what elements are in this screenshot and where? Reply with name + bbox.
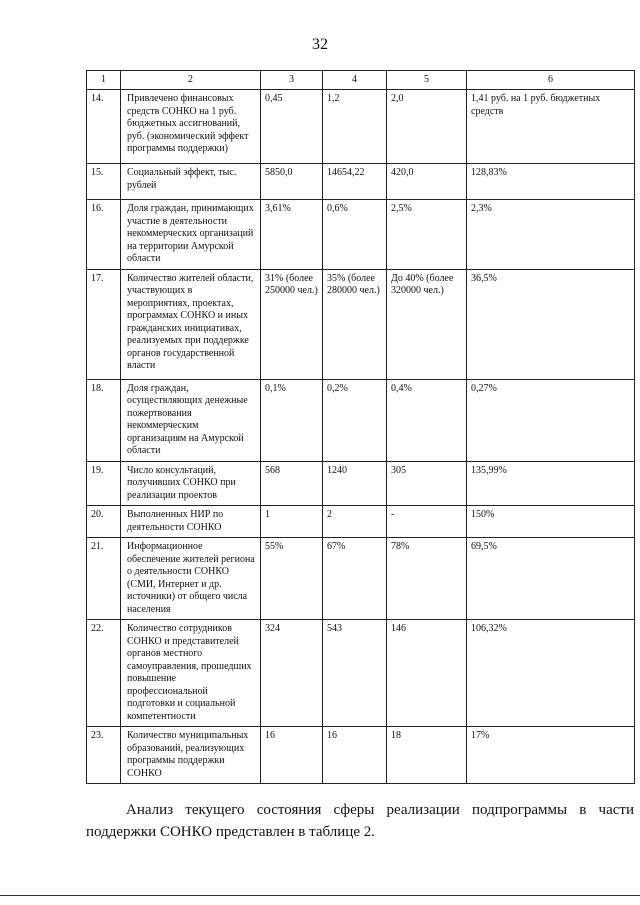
value-cell: 2,0: [387, 90, 467, 164]
analysis-paragraph: Анализ текущего состояния сферы реализации подпрограммы в части поддержки СОНКО представлен в таблице 2.: [86, 802, 634, 840]
value-cell: 0,1%: [261, 379, 323, 461]
value-cell: 18: [387, 727, 467, 784]
value-cell: 543: [323, 620, 387, 727]
header-cell: 3: [261, 71, 323, 90]
table-row: [87, 727, 635, 784]
row-number-cell: 16.: [87, 200, 121, 270]
table-row: [87, 461, 635, 506]
value-cell: 146: [387, 620, 467, 727]
page-bottom-rule: [0, 895, 640, 896]
indicators-table: [86, 70, 635, 784]
table-row: [87, 200, 635, 270]
indicator-name-cell: Информационное обеспечение жителей региона о деятельности СОНКО (СМИ, Интернет и др. источники) от общего числа населения: [121, 538, 261, 620]
table-row: [87, 164, 635, 200]
indicator-name-cell: Число консультаций, получивших СОНКО при реализации проектов: [121, 461, 261, 506]
row-number-cell: 14.: [87, 90, 121, 164]
indicator-name-cell: Количество сотрудников СОНКО и представителей органов местного самоуправления, прошедших повышение профессиональной подготовки и социальной компетентности: [121, 620, 261, 727]
value-cell: 0,6%: [323, 200, 387, 270]
value-cell: 420,0: [387, 164, 467, 200]
value-cell: 78%: [387, 538, 467, 620]
indicator-name-cell: Доля граждан, принимающих участие в деятельности некоммерческих организаций на территории Амурской области: [121, 200, 261, 270]
page-number: 32: [312, 36, 328, 53]
indicator-name-cell: Привлечено финансовых средств СОНКО на 1 руб. бюджетных ассигнований, руб. (экономический эффект программы поддержки): [121, 90, 261, 164]
value-cell: 135,99%: [467, 461, 635, 506]
value-cell: 2: [323, 506, 387, 538]
value-cell: 0,2%: [323, 379, 387, 461]
table-row: [87, 269, 635, 379]
value-cell: До 40% (более 320000 чел.): [387, 269, 467, 379]
value-cell: 67%: [323, 538, 387, 620]
table-row: [87, 620, 635, 727]
header-cell: 5: [387, 71, 467, 90]
header-cell: 1: [87, 71, 121, 90]
value-cell: 16: [261, 727, 323, 784]
indicator-name-cell: Доля граждан, осуществляющих денежные пожертвования некоммерческим организациям на Амурской области: [121, 379, 261, 461]
value-cell: 568: [261, 461, 323, 506]
indicator-name-cell: Количество жителей области, участвующих в мероприятиях, проектах, программах СОНКО и иных гражданских инициативах, реализуемых при поддержке органов государственной власти: [121, 269, 261, 379]
value-cell: 69,5%: [467, 538, 635, 620]
row-number-cell: 20.: [87, 506, 121, 538]
value-cell: 0,4%: [387, 379, 467, 461]
table-row: [87, 538, 635, 620]
value-cell: 17%: [467, 727, 635, 784]
value-cell: 106,32%: [467, 620, 635, 727]
table-row: [87, 506, 635, 538]
value-cell: -: [387, 506, 467, 538]
value-cell: 150%: [467, 506, 635, 538]
row-number-cell: 23.: [87, 727, 121, 784]
indicator-name-cell: Количество муниципальных образований, реализующих программы поддержки СОНКО: [121, 727, 261, 784]
value-cell: 128,83%: [467, 164, 635, 200]
header-cell: 4: [323, 71, 387, 90]
value-cell: 1,41 руб. на 1 руб. бюджетных средств: [467, 90, 635, 164]
value-cell: 36,5%: [467, 269, 635, 379]
row-number-cell: 19.: [87, 461, 121, 506]
value-cell: 5850,0: [261, 164, 323, 200]
header-cell: 2: [121, 71, 261, 90]
table-header-row: [87, 71, 635, 90]
row-number-cell: 15.: [87, 164, 121, 200]
value-cell: 31% (более 250000 чел.): [261, 269, 323, 379]
value-cell: 14654,22: [323, 164, 387, 200]
indicator-name-cell: Выполненных НИР по деятельности СОНКО: [121, 506, 261, 538]
value-cell: 55%: [261, 538, 323, 620]
row-number-cell: 21.: [87, 538, 121, 620]
value-cell: 16: [323, 727, 387, 784]
row-number-cell: 17.: [87, 269, 121, 379]
value-cell: 324: [261, 620, 323, 727]
value-cell: 305: [387, 461, 467, 506]
value-cell: 2,5%: [387, 200, 467, 270]
row-number-cell: 18.: [87, 379, 121, 461]
value-cell: 0,27%: [467, 379, 635, 461]
indicator-name-cell: Социальный эффект, тыс. рублей: [121, 164, 261, 200]
row-number-cell: 22.: [87, 620, 121, 727]
value-cell: 3,61%: [261, 200, 323, 270]
table-row: [87, 90, 635, 164]
value-cell: 2,3%: [467, 200, 635, 270]
table-row: [87, 379, 635, 461]
value-cell: 0,45: [261, 90, 323, 164]
value-cell: 35% (более 280000 чел.): [323, 269, 387, 379]
value-cell: 1: [261, 506, 323, 538]
value-cell: 1240: [323, 461, 387, 506]
value-cell: 1,2: [323, 90, 387, 164]
header-cell: 6: [467, 71, 635, 90]
